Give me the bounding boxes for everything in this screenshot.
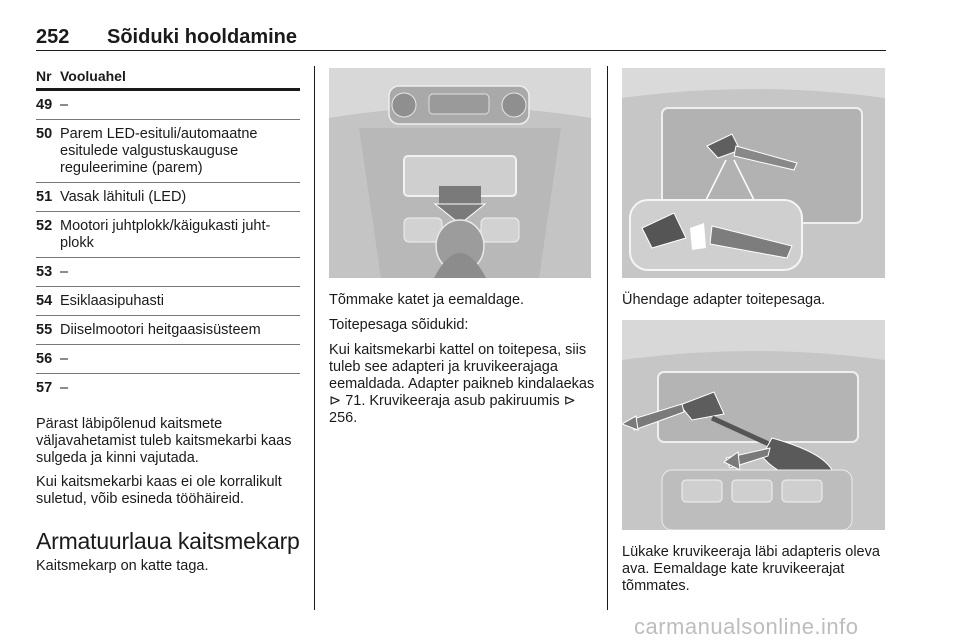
- adapter-connection-illustration: [622, 68, 885, 278]
- fuse-circuit: –: [60, 264, 69, 280]
- fuse-number: 51: [36, 189, 53, 205]
- fuse-circuit: –: [60, 380, 69, 396]
- table-row: [36, 91, 300, 120]
- page-ref-arrow: ⊳: [329, 393, 342, 409]
- console-cover-illustration: [329, 68, 591, 278]
- page-ref-arrow: ⊳: [563, 393, 576, 409]
- caption-text: Kruvikeeraja asub pakiruumis: [369, 393, 560, 409]
- table-row: [36, 120, 300, 183]
- fuse-table: [36, 91, 300, 402]
- caption-text: Kui kaitsmekarbi kattel on toitepesa, siis tuleb see adapteri ja kruvikeerajaga eemaldada. Adapter paikneb kindalaekas: [329, 342, 595, 392]
- fuse-number: 54: [36, 293, 53, 309]
- table-row: [36, 258, 300, 287]
- caption: Tõmmake katet ja eemaldage.: [329, 292, 525, 308]
- fuse-circuit: Mootori juhtplokk/käigukasti juht-plokk: [60, 218, 271, 251]
- paragraph: Pärast läbipõlenud kaitsmete väljavahetamist tuleb kaitsmekarbi kaas sulgeda ja kinni vajutada.: [36, 416, 292, 466]
- header-nr: Nr: [36, 68, 52, 84]
- fuse-circuit: Parem LED-esituli/automaatne esitulede valgustuskauguse reguleerimine (parem): [60, 126, 258, 176]
- caption-block: [329, 342, 597, 427]
- table-row: [36, 212, 300, 258]
- caption: Ühendage adapter toitepesaga.: [622, 292, 826, 308]
- fuse-number: 49: [36, 97, 53, 113]
- page-ref-link[interactable]: 256.: [329, 410, 358, 426]
- table-row: [36, 374, 300, 402]
- watermark: carmanualsonline.info: [634, 614, 859, 639]
- table-row: [36, 287, 300, 316]
- header-circuit: Vooluahel: [60, 68, 126, 84]
- column-divider: [314, 66, 315, 610]
- screwdriver-removal-illustration: [622, 320, 885, 530]
- fuse-circuit: –: [60, 351, 69, 367]
- section-heading: Armatuurlaua kaitsmekarp: [36, 528, 300, 554]
- paragraph: Kaitsmekarp on katte taga.: [36, 558, 209, 574]
- page-ref-link[interactable]: 71.: [345, 393, 366, 409]
- fuse-number: 52: [36, 218, 53, 234]
- page-number: 252: [36, 26, 70, 48]
- fuse-circuit: –: [60, 97, 69, 113]
- fuse-number: 53: [36, 264, 53, 280]
- fuse-number: 57: [36, 380, 53, 396]
- paragraph: Kui kaitsmekarbi kaas ei ole korralikult suletud, võib esineda tööhäireid.: [36, 474, 282, 507]
- caption: Lükake kruvikeeraja läbi adapteris oleva ava. Eemaldage kate kruvikeerajat tõmmates.: [622, 544, 880, 594]
- fuse-number: 55: [36, 322, 53, 338]
- table-row: [36, 345, 300, 374]
- table-row: [36, 316, 300, 345]
- page-header: [36, 26, 886, 51]
- fuse-circuit: Vasak lähituli (LED): [60, 189, 187, 205]
- column-left: [36, 68, 300, 575]
- fuse-table-header: [36, 68, 300, 91]
- caption: Toitepesaga sõidukid:: [329, 317, 469, 333]
- table-row: [36, 183, 300, 212]
- page-title: Sõiduki hooldamine: [107, 26, 298, 48]
- column-divider: [607, 66, 608, 610]
- fuse-circuit: Diiselmootori heitgaasisüsteem: [60, 322, 261, 338]
- fuse-circuit: Esiklaasipuhasti: [60, 293, 164, 309]
- fuse-number: 56: [36, 351, 53, 367]
- fuse-number: 50: [36, 126, 53, 142]
